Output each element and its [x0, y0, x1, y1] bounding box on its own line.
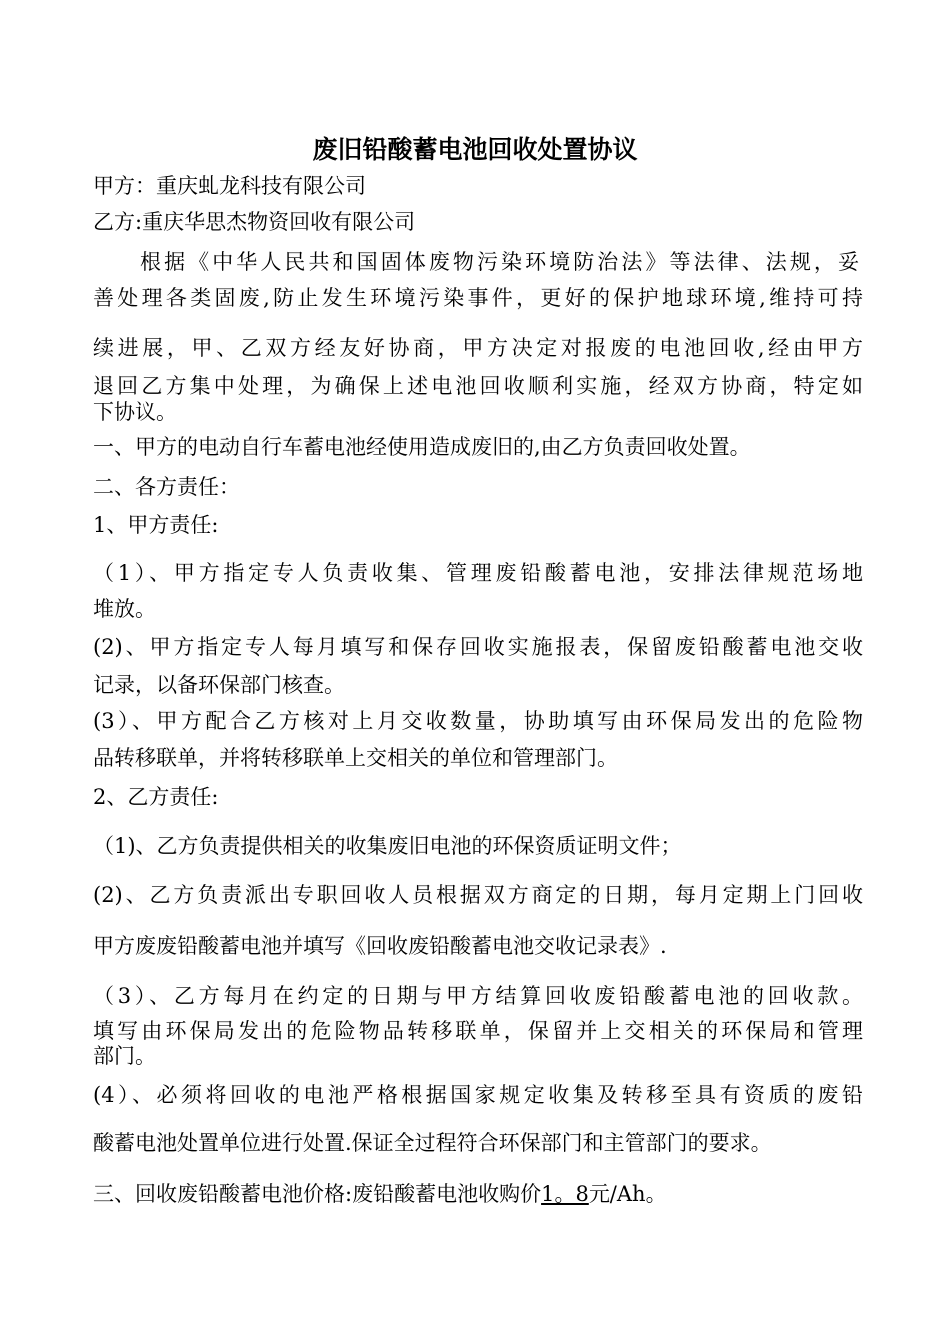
party-b-item-4-line: 酸蓄电池处置单位进行处置.保证全过程符合环保部门和主管部门的要求。	[93, 1131, 772, 1155]
party-a-item-2-line: (2)、甲方指定专人每月填写和保存回收实施报表，保留废铅酸蓄电池交收	[93, 635, 863, 659]
price-value: 1。8	[541, 1182, 589, 1206]
party-a-line: 甲方：重庆虬龙科技有限公司	[93, 174, 366, 198]
party-b-item-3-line: 部门。	[93, 1044, 156, 1068]
party-a-item-1-line: 堆放。	[93, 597, 156, 621]
party-a-item-1-line: （1）、甲方指定专人负责收集、管理废铅酸蓄电池，安排法律规范场地	[93, 561, 863, 585]
party-b-item-1: （1)、乙方负责提供相关的收集废旧电池的环保资质证明文件；	[93, 834, 682, 858]
party-b-item-2-line: 甲方废废铅酸蓄电池并填写《回收废铅酸蓄电池交收记录表》.	[93, 934, 667, 958]
clause-two-heading: 二、各方责任：	[93, 475, 240, 499]
intro-paragraph-line: 善处理各类固废,防止发生环境污染事件，更好的保护地球环境,维持可持	[93, 286, 863, 310]
clause-three	[93, 1180, 863, 1208]
intro-paragraph-line: 退回乙方集中处理，为确保上述电池回收顺利实施，经双方协商，特定如	[93, 374, 863, 398]
party-b-line: 乙方:重庆华思杰物资回收有限公司	[93, 210, 416, 234]
party-a-item-3-line: (3）、甲方配合乙方核对上月交收数量，协助填写由环保局发出的危险物	[93, 709, 863, 733]
party-a-item-2-line: 记录，以备环保部门核查。	[93, 673, 345, 697]
document-title: 废旧铅酸蓄电池回收处置协议	[312, 135, 638, 164]
party-b-item-4-line: (4）、必须将回收的电池严格根据国家规定收集及转移至具有资质的废铅	[93, 1083, 863, 1107]
intro-paragraph-line: 续进展，甲、乙双方经友好协商，甲方决定对报废的电池回收,经由甲方	[93, 336, 863, 360]
intro-paragraph-line: 下协议。	[93, 400, 177, 424]
party-b-item-3-line: 填写由环保局发出的危险物品转移联单，保留并上交相关的环保局和管理	[93, 1019, 863, 1043]
party-a-item-3-line: 品转移联单，并将转移联单上交相关的单位和管理部门。	[93, 746, 618, 770]
clause-one: 一、甲方的电动自行车蓄电池经使用造成废旧的,由乙方负责回收处置。	[93, 435, 751, 459]
party-b-item-2-line: (2)、乙方负责派出专职回收人员根据双方商定的日期，每月定期上门回收	[93, 883, 863, 907]
party-b-duty-heading: 2、乙方责任:	[93, 785, 219, 809]
intro-paragraph-line: 根据《中华人民共和国固体废物污染环境防治法》等法律、法规，妥	[140, 250, 859, 274]
clause-three-prefix: 三、回收废铅酸蓄电池价格:废铅酸蓄电池收购价	[93, 1182, 542, 1206]
price-unit: 元/Ah。	[588, 1182, 667, 1206]
party-b-item-3-line: （3）、乙方每月在约定的日期与甲方结算回收废铅酸蓄电池的回收款。	[93, 984, 863, 1008]
party-a-duty-heading: 1、甲方责任:	[93, 513, 219, 537]
